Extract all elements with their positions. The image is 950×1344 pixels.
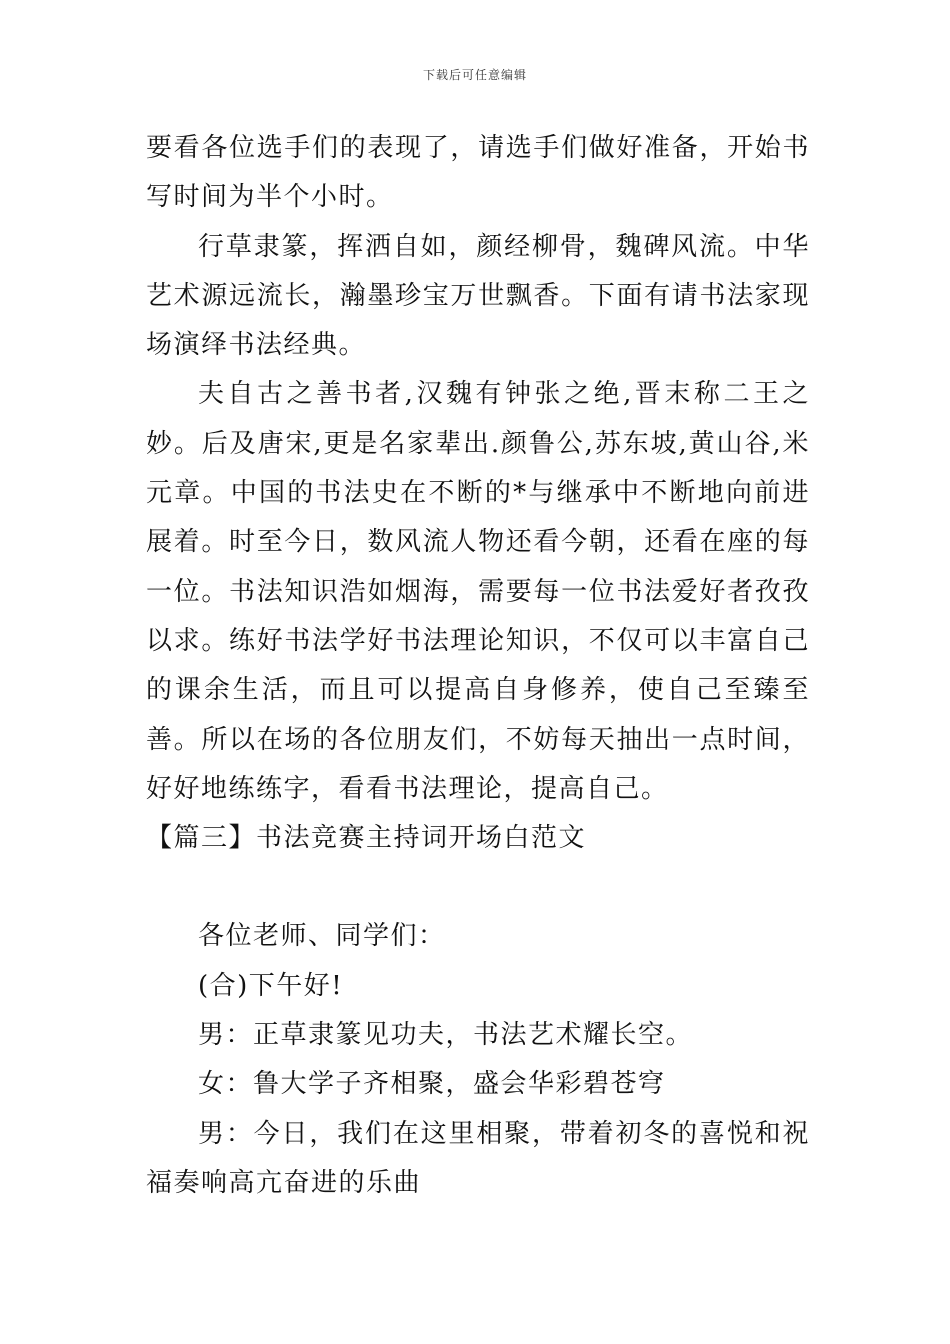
dialog-line-1: 各位老师、同学们：: [198, 921, 446, 952]
dialog-line-2: (合)下午好!: [198, 970, 344, 1001]
document-body: [146, 124, 810, 1208]
paragraph-1: 要看各位选手们的表现了，请选手们做好准备，开始书写时间为半个小时。: [146, 133, 810, 213]
dialog-line-3: 男：正草隶篆见功夫，书法艺术耀长空。: [198, 1020, 694, 1051]
dialog-line-5: 男：今日，我们在这里相聚，带着初冬的喜悦和祝福奏响高亢奋进的乐曲: [146, 1118, 810, 1198]
dialog-line-4: 女：鲁大学子齐相聚，盛会华彩碧苍穹: [198, 1069, 666, 1100]
blank-line: [146, 863, 810, 912]
paragraph-2: 行草隶篆，挥洒自如，颜经柳骨，魏碑风流。中华艺术源远流长，瀚墨珍宝万世飘香。下面有请书法家现场演绎书法经典。: [146, 231, 810, 361]
page-header: 下载后可任意编辑: [422, 68, 527, 82]
paragraph-3: 夫自古之善书者,汉魏有钟张之绝,晋末称二王之妙。后及唐宋,更是名家辈出.颜鲁公,苏东坡,黄山谷,米元章。中国的书法史在不断的*与继承中不断地向前进展着。时至今日，数风流人物还看今朝，还看在座的每一位。书法知识浩如烟海，需要每一位书法爱好者孜孜以求。练好书法学好书法理论知识，不仅可以丰富自己的课余生活，而且可以提高自身修养，使自己至臻至善。所以在场的各位朋友们，不妨每天抽出一点时间，好好地练练字，看看书法理论，提高自己。: [146, 379, 810, 804]
section-heading: 【篇三】书法竞赛主持词开场白范文: [146, 823, 587, 854]
